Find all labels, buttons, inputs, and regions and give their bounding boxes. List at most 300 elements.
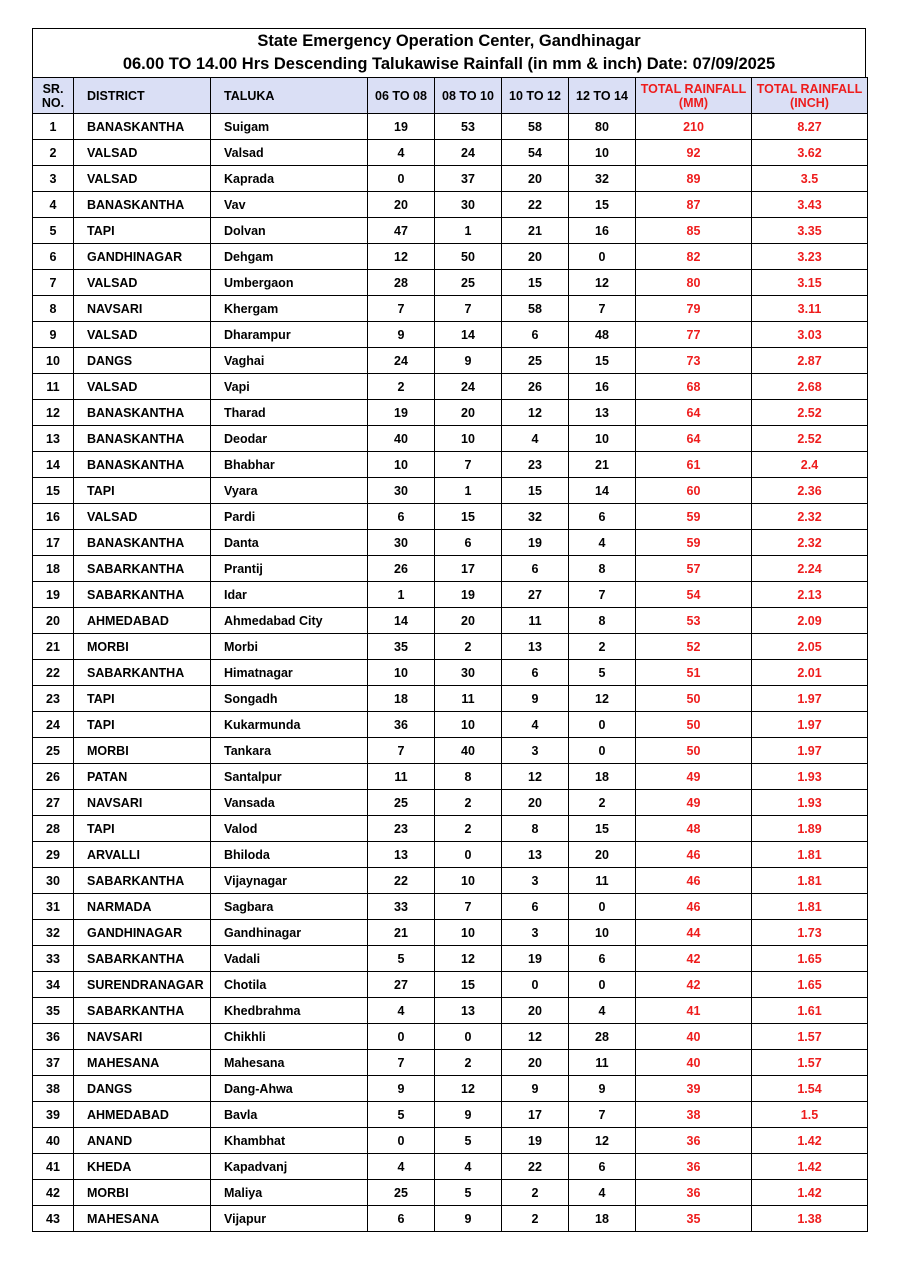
rain-08-10-cell: 30 — [435, 660, 502, 686]
table-row — [33, 842, 868, 868]
district-cell: KHEDA — [74, 1154, 211, 1180]
rain-10-12-cell: 20 — [502, 790, 569, 816]
report-subtitle: 06.00 TO 14.00 Hrs Descending Talukawise Rainfall (in mm & inch) Date: 07/09/2025 — [122, 55, 776, 73]
rain-06-08-cell: 0 — [368, 1024, 435, 1050]
rain-08-10-cell: 25 — [435, 270, 502, 296]
rain-06-08-cell: 10 — [368, 660, 435, 686]
sr-no-cell: 29 — [33, 842, 74, 868]
district-cell: VALSAD — [74, 270, 211, 296]
table-row — [33, 1180, 868, 1206]
total-mm-cell: 59 — [636, 504, 752, 530]
rain-08-10-cell: 10 — [435, 868, 502, 894]
district-cell: NAVSARI — [74, 1024, 211, 1050]
total-inch-cell: 1.97 — [752, 738, 868, 764]
total-inch-cell: 2.24 — [752, 556, 868, 582]
table-row — [33, 426, 868, 452]
total-mm-cell: 60 — [636, 478, 752, 504]
rain-12-14-cell: 2 — [569, 790, 636, 816]
rainfall-table — [32, 77, 868, 1232]
taluka-cell: Chikhli — [211, 1024, 368, 1050]
total-inch-cell: 1.42 — [752, 1128, 868, 1154]
table-row — [33, 1102, 868, 1128]
rain-06-08-cell: 20 — [368, 192, 435, 218]
district-cell: NAVSARI — [74, 790, 211, 816]
taluka-cell: Morbi — [211, 634, 368, 660]
rain-08-10-cell: 2 — [435, 634, 502, 660]
rain-06-08-cell: 24 — [368, 348, 435, 374]
rain-08-10-cell: 9 — [435, 348, 502, 374]
sr-no-cell: 30 — [33, 868, 74, 894]
taluka-cell: Vadali — [211, 946, 368, 972]
rain-12-14-cell: 6 — [569, 504, 636, 530]
header-total-mm: TOTAL RAINFALL (MM) — [636, 78, 752, 114]
rain-06-08-cell: 35 — [368, 634, 435, 660]
rain-06-08-cell: 40 — [368, 426, 435, 452]
total-inch-cell: 1.89 — [752, 816, 868, 842]
district-cell: BANASKANTHA — [74, 530, 211, 556]
district-cell: GANDHINAGAR — [74, 920, 211, 946]
table-row — [33, 1050, 868, 1076]
rain-12-14-cell: 13 — [569, 400, 636, 426]
rain-08-10-cell: 7 — [435, 296, 502, 322]
taluka-cell: Bhabhar — [211, 452, 368, 478]
total-mm-cell: 59 — [636, 530, 752, 556]
rain-12-14-cell: 12 — [569, 686, 636, 712]
rain-12-14-cell: 2 — [569, 634, 636, 660]
report-title: State Emergency Operation Center, Gandhinagar — [257, 32, 641, 50]
total-inch-cell: 2.32 — [752, 530, 868, 556]
table-row — [33, 1024, 868, 1050]
rain-08-10-cell: 7 — [435, 894, 502, 920]
district-cell: SABARKANTHA — [74, 660, 211, 686]
taluka-cell: Valod — [211, 816, 368, 842]
header-08-to-10: 08 TO 10 — [435, 78, 502, 114]
taluka-cell: Songadh — [211, 686, 368, 712]
sr-no-cell: 31 — [33, 894, 74, 920]
rain-06-08-cell: 25 — [368, 1180, 435, 1206]
total-inch-cell: 2.4 — [752, 452, 868, 478]
district-cell: VALSAD — [74, 140, 211, 166]
total-mm-cell: 36 — [636, 1154, 752, 1180]
rain-10-12-cell: 6 — [502, 556, 569, 582]
rain-12-14-cell: 10 — [569, 426, 636, 452]
total-inch-cell: 1.42 — [752, 1180, 868, 1206]
rain-06-08-cell: 47 — [368, 218, 435, 244]
total-mm-cell: 210 — [636, 114, 752, 140]
rain-08-10-cell: 37 — [435, 166, 502, 192]
sr-no-cell: 17 — [33, 530, 74, 556]
table-row — [33, 582, 868, 608]
rain-10-12-cell: 20 — [502, 166, 569, 192]
table-header-row — [33, 78, 868, 114]
total-mm-cell: 85 — [636, 218, 752, 244]
rain-10-12-cell: 54 — [502, 140, 569, 166]
total-inch-cell: 1.73 — [752, 920, 868, 946]
rain-06-08-cell: 27 — [368, 972, 435, 998]
rain-10-12-cell: 20 — [502, 998, 569, 1024]
total-inch-cell: 1.65 — [752, 946, 868, 972]
district-cell: VALSAD — [74, 322, 211, 348]
rain-06-08-cell: 5 — [368, 1102, 435, 1128]
sr-no-cell: 36 — [33, 1024, 74, 1050]
rain-08-10-cell: 12 — [435, 946, 502, 972]
sr-no-cell: 40 — [33, 1128, 74, 1154]
rain-08-10-cell: 19 — [435, 582, 502, 608]
rain-10-12-cell: 22 — [502, 192, 569, 218]
district-cell: TAPI — [74, 478, 211, 504]
rain-12-14-cell: 11 — [569, 868, 636, 894]
district-cell: VALSAD — [74, 374, 211, 400]
total-inch-cell: 3.5 — [752, 166, 868, 192]
rain-12-14-cell: 15 — [569, 348, 636, 374]
table-row — [33, 686, 868, 712]
taluka-cell: Dolvan — [211, 218, 368, 244]
rain-10-12-cell: 3 — [502, 920, 569, 946]
total-mm-cell: 49 — [636, 790, 752, 816]
sr-no-cell: 33 — [33, 946, 74, 972]
rain-08-10-cell: 12 — [435, 1076, 502, 1102]
rain-12-14-cell: 32 — [569, 166, 636, 192]
sr-no-cell: 42 — [33, 1180, 74, 1206]
table-body — [33, 114, 868, 1232]
total-mm-cell: 57 — [636, 556, 752, 582]
total-mm-cell: 42 — [636, 946, 752, 972]
total-mm-cell: 52 — [636, 634, 752, 660]
total-inch-cell: 1.93 — [752, 790, 868, 816]
rain-08-10-cell: 14 — [435, 322, 502, 348]
taluka-cell: Vijapur — [211, 1206, 368, 1232]
total-mm-cell: 68 — [636, 374, 752, 400]
rain-12-14-cell: 12 — [569, 1128, 636, 1154]
rain-12-14-cell: 8 — [569, 556, 636, 582]
table-row — [33, 270, 868, 296]
district-cell: BANASKANTHA — [74, 114, 211, 140]
total-inch-cell: 2.52 — [752, 426, 868, 452]
rain-08-10-cell: 20 — [435, 608, 502, 634]
sr-no-cell: 37 — [33, 1050, 74, 1076]
rain-12-14-cell: 0 — [569, 894, 636, 920]
total-mm-cell: 46 — [636, 842, 752, 868]
district-cell: SABARKANTHA — [74, 868, 211, 894]
rain-10-12-cell: 15 — [502, 270, 569, 296]
total-inch-cell: 1.42 — [752, 1154, 868, 1180]
rain-08-10-cell: 10 — [435, 712, 502, 738]
rain-12-14-cell: 48 — [569, 322, 636, 348]
sr-no-cell: 24 — [33, 712, 74, 738]
table-row — [33, 894, 868, 920]
rain-12-14-cell: 16 — [569, 374, 636, 400]
report-title-block — [32, 28, 866, 77]
total-mm-cell: 79 — [636, 296, 752, 322]
total-mm-cell: 87 — [636, 192, 752, 218]
rain-10-12-cell: 9 — [502, 1076, 569, 1102]
total-inch-cell: 1.61 — [752, 998, 868, 1024]
rain-06-08-cell: 19 — [368, 400, 435, 426]
table-row — [33, 374, 868, 400]
district-cell: BANASKANTHA — [74, 452, 211, 478]
sr-no-cell: 8 — [33, 296, 74, 322]
taluka-cell: Bhiloda — [211, 842, 368, 868]
district-cell: MAHESANA — [74, 1050, 211, 1076]
rain-06-08-cell: 36 — [368, 712, 435, 738]
total-inch-cell: 1.97 — [752, 686, 868, 712]
table-row — [33, 1206, 868, 1232]
total-inch-cell: 1.97 — [752, 712, 868, 738]
district-cell: BANASKANTHA — [74, 426, 211, 452]
rain-12-14-cell: 5 — [569, 660, 636, 686]
rain-08-10-cell: 8 — [435, 764, 502, 790]
total-inch-cell: 3.35 — [752, 218, 868, 244]
total-mm-cell: 61 — [636, 452, 752, 478]
rain-10-12-cell: 19 — [502, 946, 569, 972]
sr-no-cell: 38 — [33, 1076, 74, 1102]
rain-08-10-cell: 9 — [435, 1206, 502, 1232]
total-inch-cell: 3.43 — [752, 192, 868, 218]
rain-10-12-cell: 13 — [502, 842, 569, 868]
rain-06-08-cell: 30 — [368, 478, 435, 504]
district-cell: SABARKANTHA — [74, 582, 211, 608]
rain-12-14-cell: 28 — [569, 1024, 636, 1050]
taluka-cell: Khambhat — [211, 1128, 368, 1154]
sr-no-cell: 39 — [33, 1102, 74, 1128]
rain-10-12-cell: 19 — [502, 1128, 569, 1154]
taluka-cell: Dang-Ahwa — [211, 1076, 368, 1102]
header-taluka: TALUKA — [211, 78, 368, 114]
total-mm-cell: 46 — [636, 894, 752, 920]
total-mm-cell: 77 — [636, 322, 752, 348]
rain-06-08-cell: 6 — [368, 504, 435, 530]
table-row — [33, 608, 868, 634]
district-cell: GANDHINAGAR — [74, 244, 211, 270]
total-mm-cell: 89 — [636, 166, 752, 192]
total-inch-cell: 2.13 — [752, 582, 868, 608]
rain-10-12-cell: 4 — [502, 426, 569, 452]
rain-12-14-cell: 7 — [569, 582, 636, 608]
taluka-cell: Vijaynagar — [211, 868, 368, 894]
total-inch-cell: 3.03 — [752, 322, 868, 348]
sr-no-cell: 16 — [33, 504, 74, 530]
rain-10-12-cell: 19 — [502, 530, 569, 556]
taluka-cell: Khergam — [211, 296, 368, 322]
rain-08-10-cell: 24 — [435, 374, 502, 400]
rain-08-10-cell: 4 — [435, 1154, 502, 1180]
total-inch-cell: 1.81 — [752, 868, 868, 894]
district-cell: SURENDRANAGAR — [74, 972, 211, 998]
total-inch-cell: 8.27 — [752, 114, 868, 140]
district-cell: VALSAD — [74, 504, 211, 530]
rain-08-10-cell: 0 — [435, 842, 502, 868]
rain-12-14-cell: 10 — [569, 920, 636, 946]
taluka-cell: Maliya — [211, 1180, 368, 1206]
rain-12-14-cell: 21 — [569, 452, 636, 478]
table-row — [33, 556, 868, 582]
district-cell: MORBI — [74, 738, 211, 764]
total-inch-cell: 3.15 — [752, 270, 868, 296]
table-row — [33, 790, 868, 816]
district-cell: TAPI — [74, 218, 211, 244]
sr-no-cell: 23 — [33, 686, 74, 712]
rain-10-12-cell: 12 — [502, 1024, 569, 1050]
rain-06-08-cell: 6 — [368, 1206, 435, 1232]
table-row — [33, 400, 868, 426]
total-mm-cell: 36 — [636, 1128, 752, 1154]
table-row — [33, 920, 868, 946]
rain-12-14-cell: 15 — [569, 192, 636, 218]
total-inch-cell: 2.01 — [752, 660, 868, 686]
district-cell: AHMEDABAD — [74, 608, 211, 634]
rain-06-08-cell: 0 — [368, 166, 435, 192]
header-12-to-14: 12 TO 14 — [569, 78, 636, 114]
rain-10-12-cell: 9 — [502, 686, 569, 712]
taluka-cell: Vyara — [211, 478, 368, 504]
sr-no-cell: 20 — [33, 608, 74, 634]
taluka-cell: Umbergaon — [211, 270, 368, 296]
table-row — [33, 114, 868, 140]
header-06-to-08: 06 TO 08 — [368, 78, 435, 114]
header-sr-no: SR. NO. — [33, 78, 74, 114]
total-inch-cell: 3.11 — [752, 296, 868, 322]
rain-10-12-cell: 22 — [502, 1154, 569, 1180]
rain-06-08-cell: 0 — [368, 1128, 435, 1154]
rain-10-12-cell: 27 — [502, 582, 569, 608]
total-mm-cell: 73 — [636, 348, 752, 374]
sr-no-cell: 32 — [33, 920, 74, 946]
table-row — [33, 1076, 868, 1102]
sr-no-cell: 11 — [33, 374, 74, 400]
total-inch-cell: 2.05 — [752, 634, 868, 660]
rain-10-12-cell: 6 — [502, 322, 569, 348]
district-cell: DANGS — [74, 348, 211, 374]
table-row — [33, 140, 868, 166]
rain-06-08-cell: 10 — [368, 452, 435, 478]
rain-08-10-cell: 30 — [435, 192, 502, 218]
rainfall-report-sheet — [32, 28, 866, 1232]
rain-08-10-cell: 15 — [435, 972, 502, 998]
taluka-cell: Vapi — [211, 374, 368, 400]
rain-10-12-cell: 12 — [502, 764, 569, 790]
total-inch-cell: 2.09 — [752, 608, 868, 634]
taluka-cell: Vaghai — [211, 348, 368, 374]
rain-08-10-cell: 7 — [435, 452, 502, 478]
sr-no-cell: 28 — [33, 816, 74, 842]
rain-12-14-cell: 14 — [569, 478, 636, 504]
sr-no-cell: 25 — [33, 738, 74, 764]
sr-no-cell: 5 — [33, 218, 74, 244]
rain-12-14-cell: 0 — [569, 738, 636, 764]
table-row — [33, 946, 868, 972]
sr-no-cell: 19 — [33, 582, 74, 608]
rain-12-14-cell: 7 — [569, 296, 636, 322]
rain-12-14-cell: 18 — [569, 764, 636, 790]
rain-12-14-cell: 8 — [569, 608, 636, 634]
rain-08-10-cell: 11 — [435, 686, 502, 712]
district-cell: SABARKANTHA — [74, 556, 211, 582]
table-row — [33, 478, 868, 504]
rain-06-08-cell: 7 — [368, 296, 435, 322]
sr-no-cell: 1 — [33, 114, 74, 140]
rain-06-08-cell: 12 — [368, 244, 435, 270]
taluka-cell: Deodar — [211, 426, 368, 452]
rain-08-10-cell: 15 — [435, 504, 502, 530]
sr-no-cell: 14 — [33, 452, 74, 478]
total-mm-cell: 44 — [636, 920, 752, 946]
rain-08-10-cell: 40 — [435, 738, 502, 764]
rain-06-08-cell: 19 — [368, 114, 435, 140]
taluka-cell: Sagbara — [211, 894, 368, 920]
rain-10-12-cell: 2 — [502, 1180, 569, 1206]
rain-10-12-cell: 6 — [502, 660, 569, 686]
taluka-cell: Gandhinagar — [211, 920, 368, 946]
rain-10-12-cell: 2 — [502, 1206, 569, 1232]
rain-10-12-cell: 8 — [502, 816, 569, 842]
taluka-cell: Ahmedabad City — [211, 608, 368, 634]
rain-10-12-cell: 58 — [502, 296, 569, 322]
table-row — [33, 712, 868, 738]
total-mm-cell: 48 — [636, 816, 752, 842]
table-row — [33, 634, 868, 660]
table-row — [33, 738, 868, 764]
rain-08-10-cell: 9 — [435, 1102, 502, 1128]
table-row — [33, 1128, 868, 1154]
table-row — [33, 296, 868, 322]
taluka-cell: Prantij — [211, 556, 368, 582]
rain-12-14-cell: 16 — [569, 218, 636, 244]
district-cell: MORBI — [74, 634, 211, 660]
total-mm-cell: 38 — [636, 1102, 752, 1128]
rain-06-08-cell: 25 — [368, 790, 435, 816]
total-inch-cell: 1.57 — [752, 1050, 868, 1076]
rain-06-08-cell: 13 — [368, 842, 435, 868]
table-row — [33, 322, 868, 348]
total-inch-cell: 2.68 — [752, 374, 868, 400]
table-row — [33, 868, 868, 894]
district-cell: MAHESANA — [74, 1206, 211, 1232]
rain-10-12-cell: 6 — [502, 894, 569, 920]
district-cell: AHMEDABAD — [74, 1102, 211, 1128]
district-cell: NAVSARI — [74, 296, 211, 322]
rain-08-10-cell: 5 — [435, 1180, 502, 1206]
total-mm-cell: 36 — [636, 1180, 752, 1206]
header-total-inch: TOTAL RAINFALL (INCH) — [752, 78, 868, 114]
sr-no-cell: 22 — [33, 660, 74, 686]
taluka-cell: Danta — [211, 530, 368, 556]
table-row — [33, 504, 868, 530]
rain-12-14-cell: 80 — [569, 114, 636, 140]
rain-06-08-cell: 18 — [368, 686, 435, 712]
rain-10-12-cell: 58 — [502, 114, 569, 140]
rain-06-08-cell: 7 — [368, 1050, 435, 1076]
rain-10-12-cell: 21 — [502, 218, 569, 244]
taluka-cell: Santalpur — [211, 764, 368, 790]
total-inch-cell: 1.65 — [752, 972, 868, 998]
total-mm-cell: 50 — [636, 738, 752, 764]
sr-no-cell: 3 — [33, 166, 74, 192]
rain-08-10-cell: 50 — [435, 244, 502, 270]
rain-10-12-cell: 25 — [502, 348, 569, 374]
district-cell: TAPI — [74, 686, 211, 712]
total-inch-cell: 1.81 — [752, 842, 868, 868]
rain-08-10-cell: 13 — [435, 998, 502, 1024]
total-mm-cell: 53 — [636, 608, 752, 634]
sr-no-cell: 4 — [33, 192, 74, 218]
rain-08-10-cell: 24 — [435, 140, 502, 166]
rain-12-14-cell: 0 — [569, 712, 636, 738]
rain-06-08-cell: 5 — [368, 946, 435, 972]
rain-08-10-cell: 2 — [435, 790, 502, 816]
rain-10-12-cell: 26 — [502, 374, 569, 400]
rain-06-08-cell: 33 — [368, 894, 435, 920]
total-mm-cell: 49 — [636, 764, 752, 790]
